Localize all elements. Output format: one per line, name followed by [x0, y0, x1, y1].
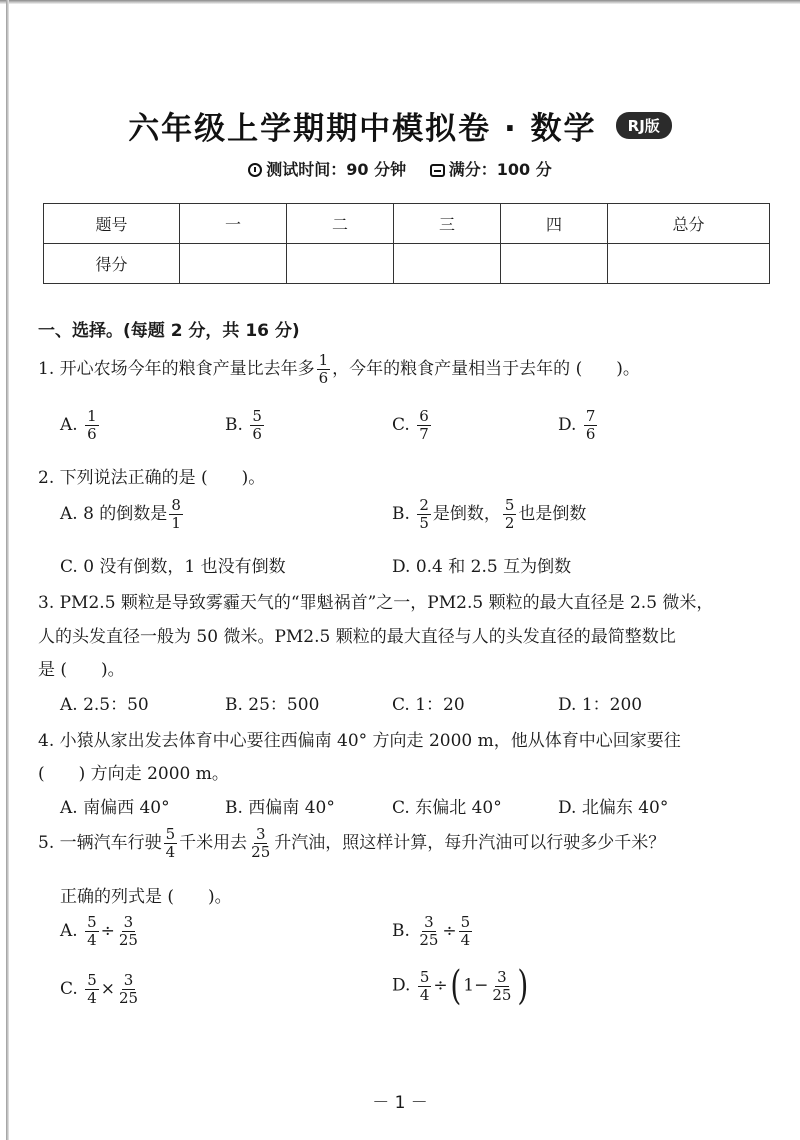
score-entry-cell[interactable]	[394, 244, 501, 284]
fraction	[85, 408, 99, 443]
score-entry-cell[interactable]	[501, 244, 608, 284]
question-text: 5. 一辆汽车行驶	[38, 833, 162, 853]
question-text: 1. 开心农场今年的粮食产量比去年多	[38, 359, 315, 379]
numerator: 1	[318, 351, 329, 369]
option-a[interactable]: A. 南偏西 40°	[60, 798, 170, 818]
fraction	[117, 972, 140, 1007]
option-text: 也是倒数	[518, 504, 587, 524]
fraction	[417, 408, 431, 443]
right-paren: )	[517, 963, 529, 1009]
question-3-line-1: 3. PM2.5 颗粒是导致雾霾天气的“罪魁祸首”之一，PM2.5 颗粒的最大直径是 2.5 微米，	[38, 593, 714, 613]
numerator: 3	[424, 913, 434, 931]
denominator: 4	[165, 843, 176, 861]
option-c[interactable]	[60, 972, 142, 1007]
score-table	[43, 203, 770, 284]
question-4-line-1: 4. 小猿从家出发去体育中心要往西偏南 40° 方向走 2000 m，他从体育中心回家要往	[38, 731, 681, 751]
edition-badge: RJ版	[616, 112, 672, 139]
fraction	[164, 826, 178, 861]
fraction	[584, 408, 598, 443]
question-5	[38, 826, 665, 861]
option-text: A. 8 的倒数是	[60, 504, 168, 524]
fraction	[317, 352, 331, 387]
numerator: 5	[87, 971, 97, 989]
score-table-cell: 四	[501, 204, 608, 244]
fraction	[249, 826, 272, 861]
denominator: 25	[118, 931, 138, 949]
fraction	[250, 408, 264, 443]
denominator: 5	[419, 514, 429, 532]
exam-full-score: 满分：100 分	[448, 160, 552, 179]
denominator: 25	[492, 985, 512, 1004]
numerator: 2	[419, 496, 429, 514]
denominator: 4	[87, 931, 97, 949]
numerator: 5	[419, 967, 430, 986]
option-d[interactable]	[558, 408, 599, 443]
denominator: 7	[419, 425, 429, 443]
denominator: 25	[119, 989, 139, 1007]
score-table-cell: 总分	[608, 204, 770, 244]
question-1	[38, 352, 640, 387]
option-c[interactable]	[392, 408, 433, 443]
fraction	[85, 972, 99, 1007]
option-label: A.	[60, 921, 78, 941]
question-text: 升汽油，照这样计算，每升汽油可以行驶多少千米？	[274, 833, 666, 853]
numerator: 8	[171, 496, 181, 514]
option-text: 是倒数，	[432, 504, 501, 524]
question-text: ，今年的粮食产量相当于去年的 ( )。	[332, 359, 640, 379]
left-paren: (	[449, 963, 461, 1009]
option-label: D.	[558, 415, 577, 435]
fraction	[169, 497, 183, 532]
numerator: 1	[87, 407, 97, 425]
denominator: 4	[419, 985, 430, 1004]
score-table-cell: 题号	[44, 204, 180, 244]
score-table-cell: 得分	[44, 244, 180, 284]
option-d[interactable]: D. 北偏东 40°	[558, 798, 669, 818]
option-b[interactable]	[392, 914, 474, 949]
denominator: 6	[318, 369, 329, 387]
fraction	[117, 914, 140, 949]
option-b[interactable]	[392, 497, 586, 532]
exam-meta	[0, 157, 800, 180]
score-entry-cell[interactable]	[287, 244, 394, 284]
option-b[interactable]	[225, 408, 266, 443]
fraction	[418, 969, 432, 1004]
option-a[interactable]: A. 2.5：50	[60, 695, 149, 715]
option-label: B.	[225, 415, 243, 435]
option-label: C.	[392, 415, 410, 435]
option-c[interactable]: C. 0 没有倒数，1 也没有倒数	[60, 557, 286, 577]
option-d[interactable]: D. 0.4 和 2.5 互为倒数	[392, 557, 572, 577]
question-text: 千米用去	[179, 833, 248, 853]
score-table-cell: 二	[287, 204, 394, 244]
option-label: B.	[392, 504, 410, 524]
option-label: D.	[392, 975, 411, 996]
question-4-line-2: ( ) 方向走 2000 m。	[38, 764, 229, 784]
numerator: 3	[123, 913, 134, 931]
numerator: 3	[255, 825, 266, 843]
option-a[interactable]	[60, 497, 185, 532]
section-heading: 一、选择。(每题 2 分，共 16 分)	[38, 321, 300, 341]
numerator: 5	[87, 913, 97, 931]
operator: ÷	[433, 975, 448, 996]
fraction	[417, 914, 440, 949]
option-d[interactable]	[392, 963, 531, 1009]
fraction	[85, 914, 99, 949]
score-icon	[430, 164, 445, 177]
option-label: C.	[60, 979, 78, 999]
question-3-line-3: 是 ( )。	[38, 660, 125, 680]
denominator: 4	[87, 989, 97, 1007]
page-top-edge	[0, 0, 800, 4]
option-b[interactable]: B. 西偏南 40°	[225, 798, 335, 818]
fraction	[490, 969, 513, 1004]
operator: ÷	[100, 921, 115, 941]
clock-icon	[248, 163, 262, 177]
operator: ×	[100, 979, 116, 999]
denominator: 4	[460, 931, 471, 949]
option-label: B.	[392, 921, 410, 941]
numerator: 6	[419, 407, 429, 425]
score-table-score-row	[44, 244, 770, 284]
exam-time: 测试时间：90 分钟	[266, 160, 407, 179]
expression-text: 1−	[463, 975, 489, 996]
denominator: 6	[252, 425, 262, 443]
fraction	[417, 497, 431, 532]
fraction	[503, 497, 517, 532]
score-table-cell: 一	[180, 204, 287, 244]
page-title: 六年级上学期期中模拟卷 · 数学	[128, 111, 597, 147]
question-3-line-2: 人的头发直径一般为 50 微米。PM2.5 颗粒的最大直径与人的头发直径的最简整数比	[38, 627, 676, 647]
operator: ÷	[442, 921, 457, 941]
numerator: 7	[585, 407, 596, 425]
page-number: － 1 －	[372, 1093, 428, 1113]
numerator: 3	[497, 967, 507, 986]
denominator: 25	[419, 931, 439, 949]
option-a[interactable]	[60, 914, 142, 949]
denominator: 1	[171, 514, 181, 532]
option-b[interactable]: B. 25：500	[225, 695, 320, 715]
option-c[interactable]: C. 东偏北 40°	[392, 798, 502, 818]
denominator: 25	[251, 843, 271, 861]
numerator: 5	[504, 496, 515, 514]
denominator: 2	[504, 514, 515, 532]
option-c[interactable]: C. 1：20	[392, 695, 465, 715]
denominator: 6	[585, 425, 596, 443]
option-label: A.	[60, 415, 78, 435]
question-2: 2. 下列说法正确的是 ( )。	[38, 468, 266, 488]
numerator: 5	[252, 407, 262, 425]
question-5-line-2: 正确的列式是 ( )。	[60, 887, 232, 907]
option-d[interactable]: D. 1：200	[558, 695, 643, 715]
score-table-cell: 三	[394, 204, 501, 244]
numerator: 3	[123, 971, 134, 989]
denominator: 6	[87, 425, 97, 443]
fraction	[459, 914, 473, 949]
numerator: 5	[460, 913, 471, 931]
score-entry-cell[interactable]	[608, 244, 770, 284]
title-row	[0, 103, 800, 148]
score-entry-cell[interactable]	[180, 244, 287, 284]
numerator: 5	[165, 825, 176, 843]
score-table-header-row	[44, 204, 770, 244]
option-a[interactable]	[60, 408, 101, 443]
